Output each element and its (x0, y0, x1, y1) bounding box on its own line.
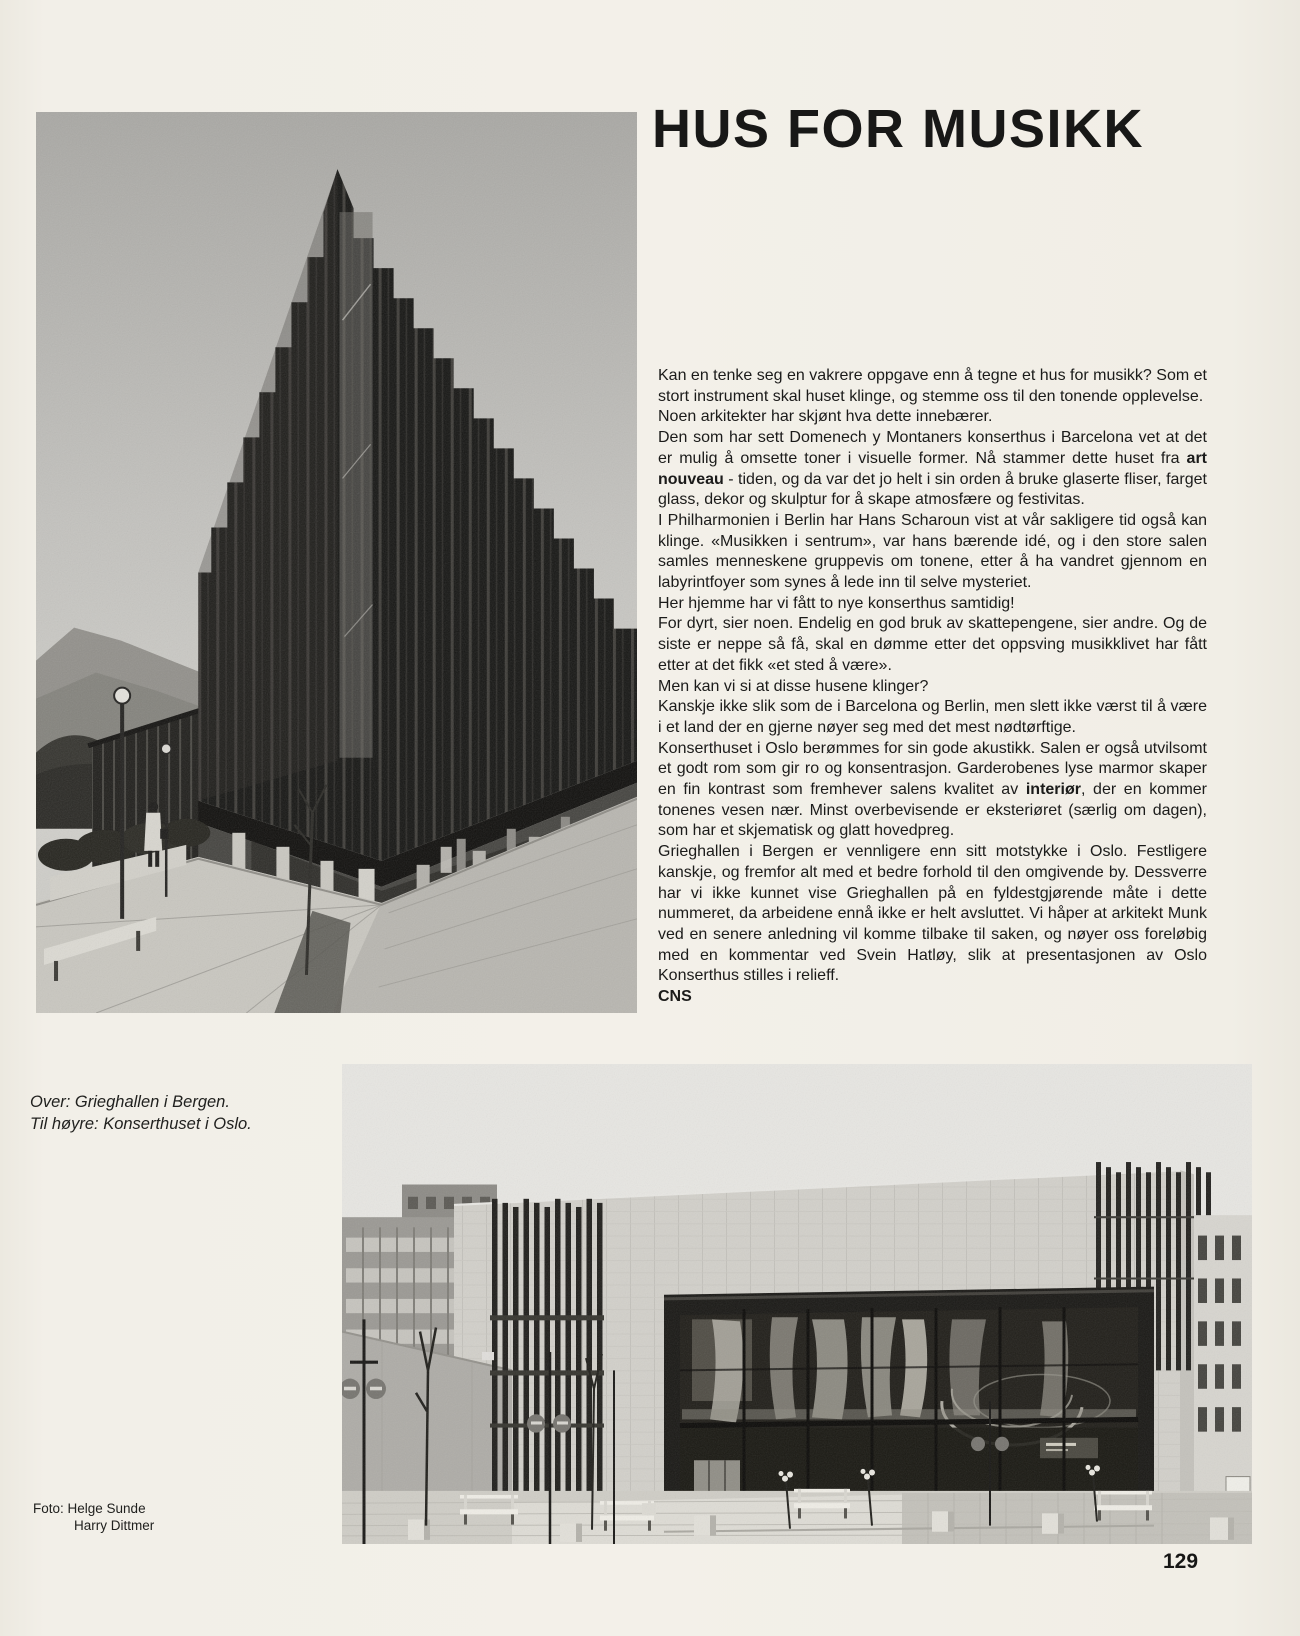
page-number: 129 (1163, 1550, 1199, 1573)
photo-credit (33, 1500, 154, 1534)
article-paragraph: Her hjemme har vi fått to nye konserthus samtidig! (658, 594, 1015, 612)
page-title: HUS FOR MUSIKK (652, 99, 1144, 159)
credit-line-1: Foto: Helge Sunde (33, 1501, 146, 1516)
article-body (658, 366, 1207, 1008)
photo-caption (30, 1092, 252, 1135)
photo-konserthuset (342, 1064, 1252, 1544)
article-paragraph: Men kan vi si at disse husene klinger? (658, 677, 929, 695)
caption-line-1: Over: Grieghallen i Bergen. (30, 1093, 230, 1111)
photo-grieghallen (36, 112, 637, 1013)
article-paragraph: Noen arkitekter har skjønt hva dette innebærer. (658, 408, 993, 426)
article-paragraph: Konserthuset i Oslo berømmes for sin gode akustikk. Salen er også utvilsomt et godt rom som gir ro og konsentrasjon. Garderobenes lyse marmor skaper en fin kontrast som fremhever salens kvalitet av interiør, der en kommer tonenes vesen nær. Minst overbevisende er eksteriøret (særlig om dagen), som har et skjematisk og glatt hovedpreg. (658, 739, 1208, 840)
article-paragraph: Kanskje ikke slik som de i Barcelona og Berlin, men slett ikke værst til å være i et land der en gjerne nøyer seg med det mest nødtørftige. (658, 698, 1207, 736)
article-paragraph: For dyrt, sier noen. Endelig en god bruk av skattepengene, sier andre. Og de siste er neppe så få, skal en dømme etter det oppsving musikklivet har fått etter at det fikk «et sted å være». (658, 615, 1207, 674)
article-paragraph: CNS (658, 988, 692, 1006)
article-paragraph: Den som har sett Domenech y Montaners konserthus i Barcelona vet at det er mulig å omsette toner i visuelle former. Nå stammer dette huset fra art nouveau - tiden, og da var det jo helt i sin orden å bruke glaserte fliser, farget glass, dekor og skulptur for å skape atmosfære og festivitas. (658, 429, 1207, 509)
caption-line-2: Til høyre: Konserthuset i Oslo. (30, 1114, 252, 1133)
article-paragraph: Kan en tenke seg en vakrere oppgave enn å tegne et hus for musikk? Som et stort instrument skal huset klinge, og stemme oss til den tonende opplevelse. (658, 367, 1207, 405)
credit-line-2: Harry Dittmer (74, 1518, 155, 1533)
article-paragraph: I Philharmonien i Berlin har Hans Scharoun vist at vår sakligere tid også kan klinge. «Musikken i sentrum», var hans bærende idé, og i den store salen samles menneskene gruppevis om tonene, etter å ha vandret gjennom en labyrintfoyer som synes å lede inn til selve mysteriet. (658, 511, 1207, 592)
article-paragraph: Grieghallen i Bergen er vennligere enn sitt motstykke i Oslo. Festligere kanskje, og fremfor alt med et bedre forhold til den omgivende by. Dessverre har vi ikke kunnet vise Grieghallen på en fyldestgjørende måte i dette nummeret, da arbeidene ennå ikke er helt avsluttet. Vi håper at arkitekt Munk ved en senere anledning vil komme tilbake til saken, og nøyer oss foreløbig med en kommentar ved Svein Hatløy, slik at presentasjonen av Oslo Konserthus stilles i relieff. (658, 843, 1207, 985)
